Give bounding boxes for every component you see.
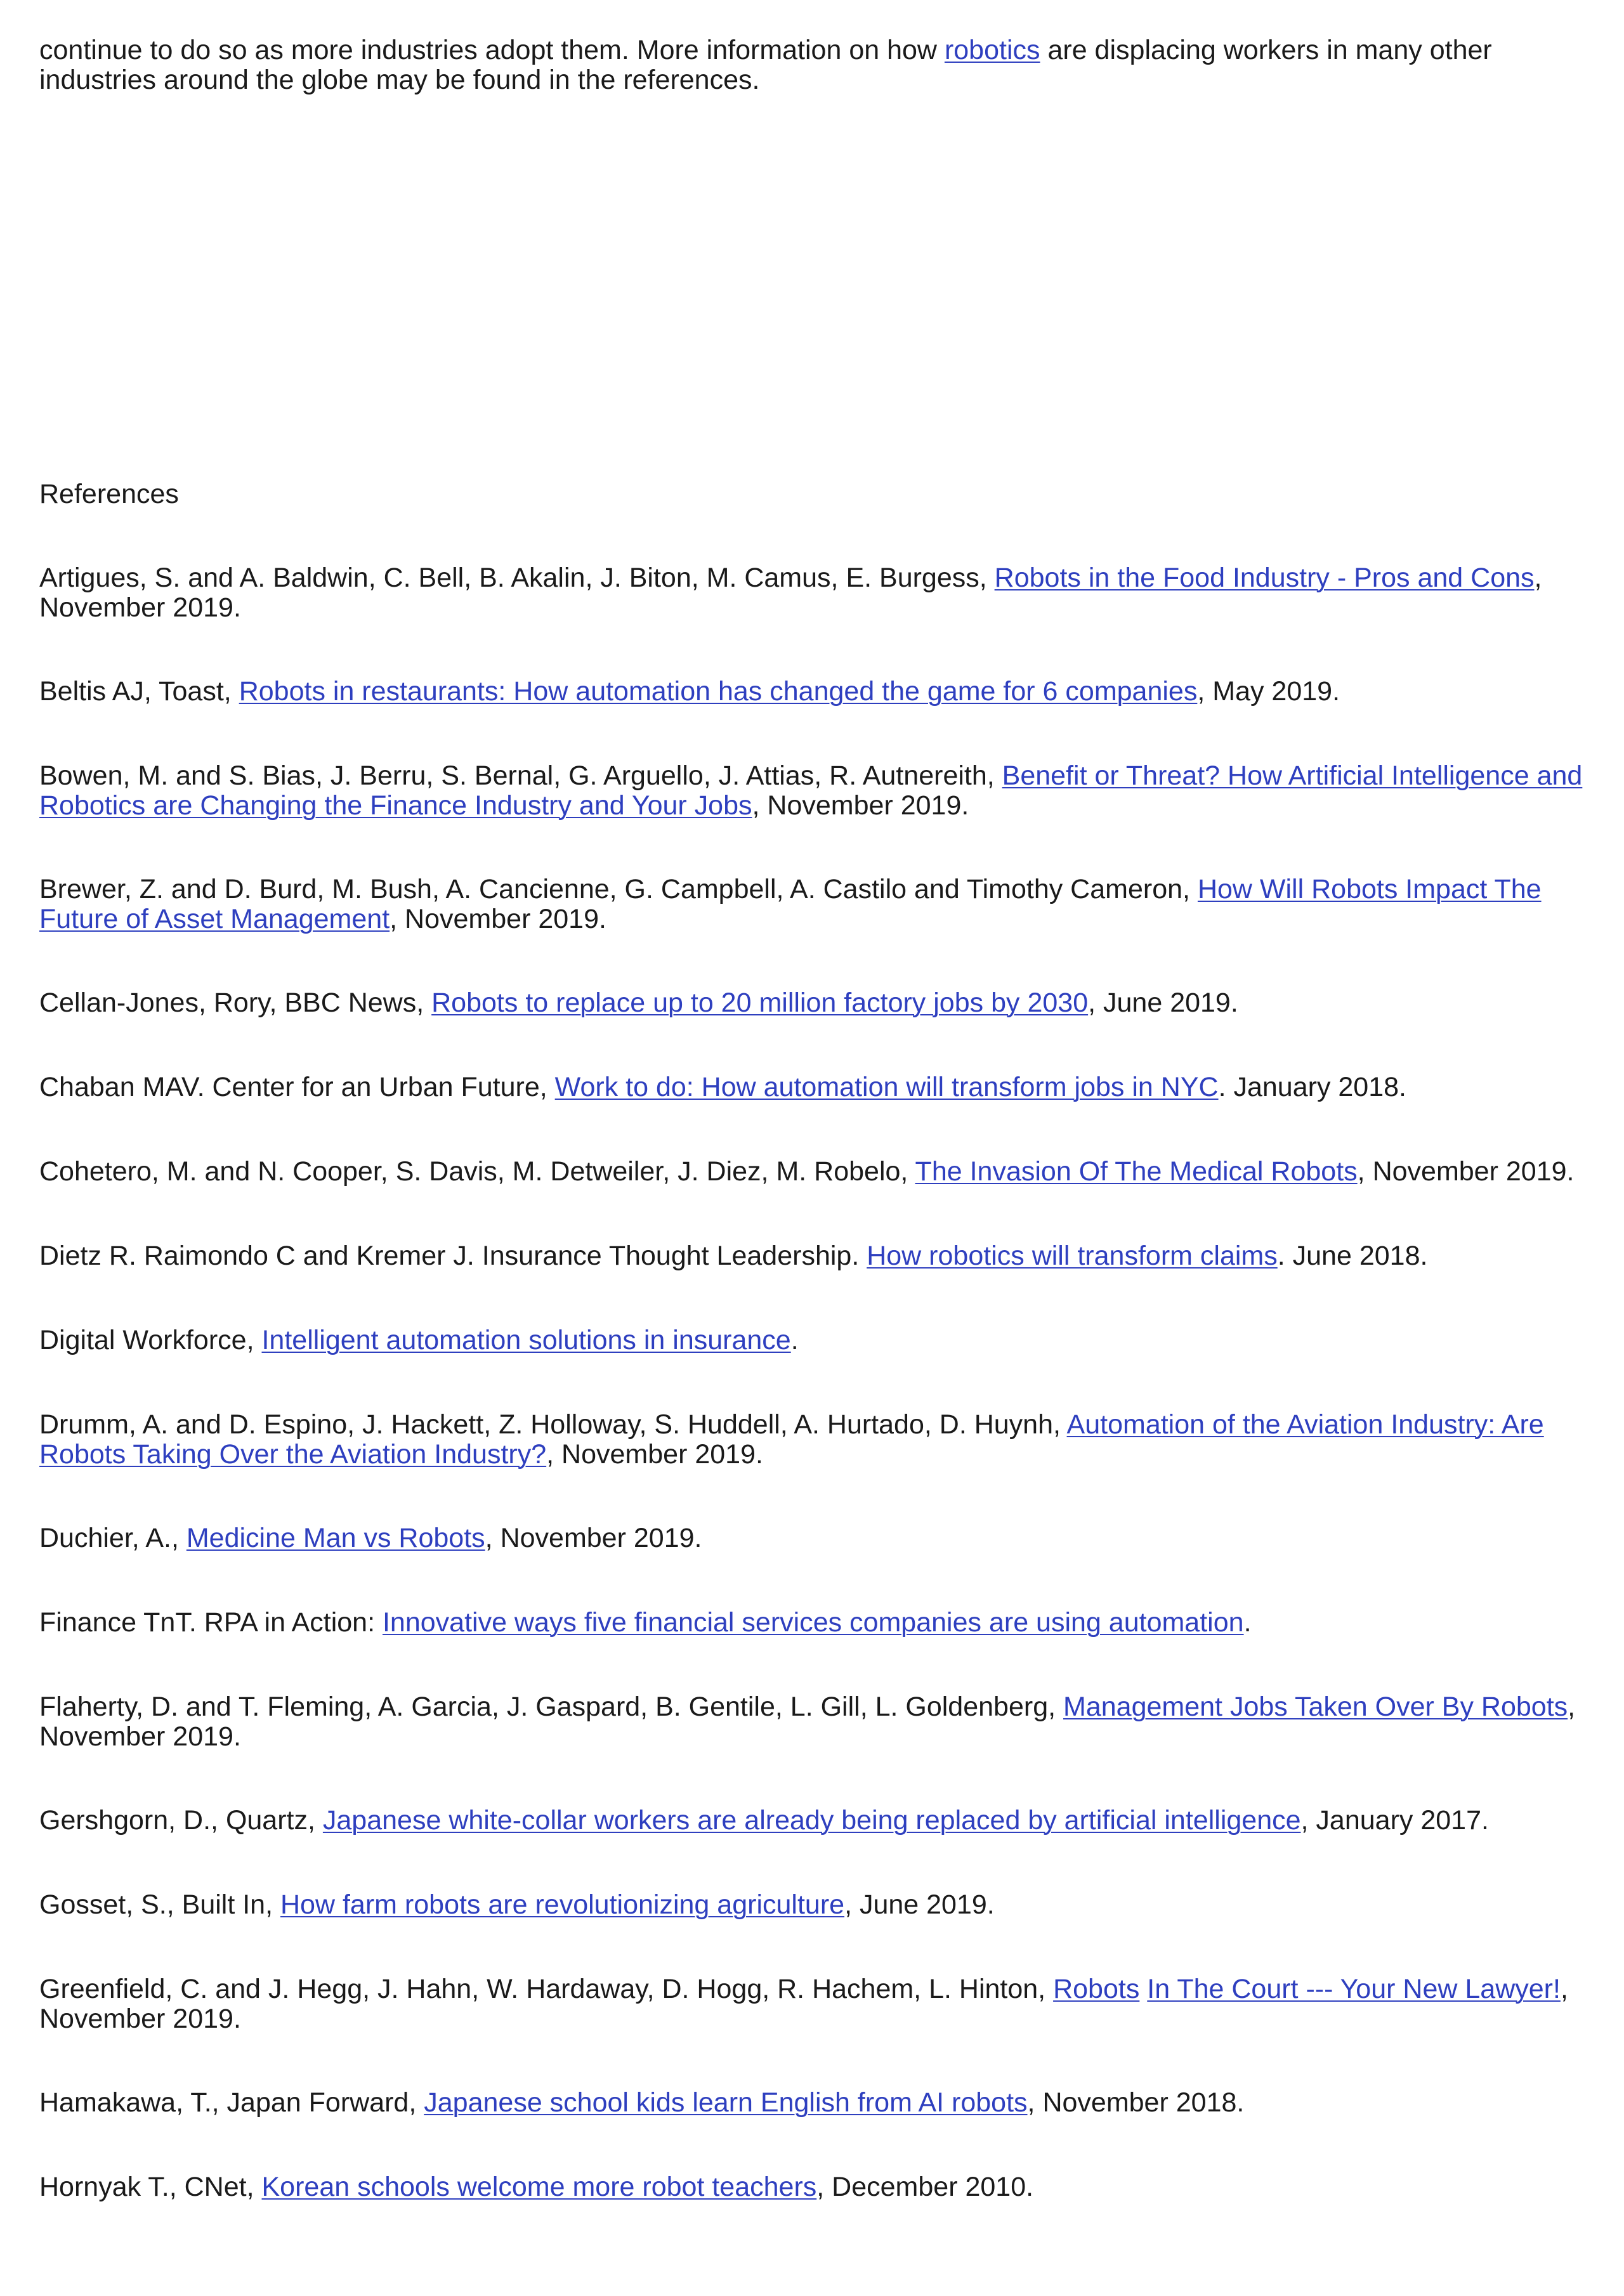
robotics-link[interactable]: robotics: [944, 35, 1040, 65]
reference-item: [39, 1523, 1606, 1553]
reference-date: , November 2019.: [752, 790, 969, 821]
reference-link[interactable]: The Invasion Of The Medical Robots: [915, 1156, 1358, 1187]
reference-date: , November 2019.: [390, 904, 606, 934]
reference-item: [39, 1241, 1606, 1271]
reference-link[interactable]: Japanese white-collar workers are already being replaced by artificial intelligence: [322, 1805, 1301, 1836]
reference-date: , November 2018.: [1027, 2087, 1245, 2118]
intro-paragraph: [39, 36, 1606, 95]
reference-item: [39, 1890, 1606, 1920]
reference-link[interactable]: Robots in restaurants: How automation has changed the game for 6 companies: [239, 676, 1198, 707]
reference-date: , November 2019.: [39, 1974, 1568, 2034]
reference-link[interactable]: Work to do: How automation will transform jobs in NYC: [554, 1072, 1219, 1102]
intro-text-after: are displacing workers in many other industries around the globe may be found in the references.: [39, 35, 1492, 95]
reference-item: [39, 1806, 1606, 1836]
reference-item: [39, 1326, 1606, 1355]
reference-authors: Greenfield, C. and J. Hegg, J. Hahn, W. Hardaway, D. Hogg, R. Hachem, L. Hinton,: [39, 1974, 1054, 2004]
reference-authors: Digital Workforce,: [39, 1325, 262, 1355]
reference-date: , November 2019.: [39, 563, 1542, 623]
reference-date: , November 2019.: [1357, 1156, 1575, 1187]
reference-authors: Finance TnT. RPA in Action:: [39, 1607, 383, 1638]
reference-date: , January 2017.: [1300, 1805, 1489, 1836]
reference-authors: Dietz R. Raimondo C and Kremer J. Insurance Thought Leadership.: [39, 1241, 867, 1271]
reference-date: , November 2019.: [485, 1523, 702, 1553]
intro-paragraph-container: [39, 36, 1606, 95]
reference-link-separator: [1139, 1974, 1147, 2004]
reference-authors: Drumm, A. and D. Espino, J. Hackett, Z. Holloway, S. Huddell, A. Hurtado, D. Huynh,: [39, 1409, 1067, 1440]
reference-date: , December 2010.: [816, 2172, 1034, 2202]
reference-item: [39, 2088, 1606, 2118]
reference-link[interactable]: How farm robots are revolutionizing agriculture: [280, 1889, 845, 1920]
reference-date: . June 2018.: [1277, 1241, 1428, 1271]
reference-link[interactable]: Benefit or Threat? How Artificial Intelligence and Robotics are Changing the Finance Industry and Your Jobs: [39, 760, 1583, 821]
reference-link[interactable]: Robots in the Food Industry - Pros and Cons: [994, 563, 1535, 593]
reference-date: .: [1243, 1607, 1252, 1638]
reference-item: [39, 1073, 1606, 1102]
intro-text-before: continue to do so as more industries adopt them. More information on how: [39, 35, 945, 65]
reference-item: [39, 563, 1606, 623]
reference-item: [39, 2172, 1606, 2202]
reference-link[interactable]: How Will Robots Impact The Future of Asset Management: [39, 874, 1542, 934]
reference-authors: Chaban MAV. Center for an Urban Future,: [39, 1072, 555, 1102]
reference-link[interactable]: Robots: [1053, 1974, 1140, 2004]
reference-link[interactable]: Intelligent automation solutions in insurance: [261, 1325, 791, 1355]
reference-link[interactable]: Automation of the Aviation Industry: Are Robots Taking Over the Aviation Industry?: [39, 1409, 1544, 1470]
reference-date: , November 2019.: [39, 1692, 1576, 1752]
reference-authors: Artigues, S. and A. Baldwin, C. Bell, B. Akalin, J. Biton, M. Camus, E. Burgess,: [39, 563, 995, 593]
reference-item: [39, 875, 1606, 934]
reference-date: , May 2019.: [1197, 676, 1340, 707]
reference-link[interactable]: How robotics will transform claims: [867, 1241, 1278, 1271]
reference-date: , November 2019.: [546, 1439, 763, 1470]
reference-link[interactable]: Medicine Man vs Robots: [186, 1523, 485, 1553]
reference-item: [39, 988, 1606, 1018]
references-heading: References: [39, 479, 179, 509]
reference-link[interactable]: Innovative ways five financial services companies are using automation: [382, 1607, 1244, 1638]
reference-link[interactable]: Management Jobs Taken Over By Robots: [1063, 1692, 1568, 1722]
reference-authors: Duchier, A.,: [39, 1523, 187, 1553]
reference-link[interactable]: Japanese school kids learn English from AI robots: [424, 2087, 1028, 2118]
references-list: [39, 563, 1606, 2257]
reference-item: [39, 1974, 1606, 2034]
reference-date: , June 2019.: [844, 1889, 995, 1920]
reference-item: [39, 1692, 1606, 1752]
reference-item: [39, 1410, 1606, 1470]
reference-link-secondary[interactable]: In The Court --- Your New Lawyer!: [1147, 1974, 1561, 2004]
reference-authors: Hamakawa, T., Japan Forward,: [39, 2087, 424, 2118]
reference-authors: Flaherty, D. and T. Fleming, A. Garcia, J. Gaspard, B. Gentile, L. Gill, L. Goldenberg,: [39, 1692, 1064, 1722]
reference-item: [39, 677, 1606, 707]
reference-authors: Cohetero, M. and N. Cooper, S. Davis, M. Detweiler, J. Diez, M. Robelo,: [39, 1156, 915, 1187]
reference-authors: Cellan-Jones, Rory, BBC News,: [39, 988, 432, 1018]
reference-authors: Gosset, S., Built In,: [39, 1889, 280, 1920]
reference-date: .: [790, 1325, 799, 1355]
reference-item: [39, 1157, 1606, 1187]
reference-link[interactable]: Korean schools welcome more robot teachers: [261, 2172, 817, 2202]
reference-authors: Hornyak T., CNet,: [39, 2172, 262, 2202]
reference-authors: Gershgorn, D., Quartz,: [39, 1805, 323, 1836]
reference-date: . January 2018.: [1218, 1072, 1407, 1102]
reference-date: , June 2019.: [1088, 988, 1238, 1018]
reference-link[interactable]: Robots to replace up to 20 million factory jobs by 2030: [431, 988, 1089, 1018]
reference-authors: Brewer, Z. and D. Burd, M. Bush, A. Cancienne, G. Campbell, A. Castilo and Timothy Cameron,: [39, 874, 1198, 904]
reference-item: [39, 761, 1606, 821]
reference-authors: Beltis AJ, Toast,: [39, 676, 239, 707]
reference-item: [39, 1608, 1606, 1638]
reference-authors: Bowen, M. and S. Bias, J. Berru, S. Bernal, G. Arguello, J. Attias, R. Autnereith,: [39, 760, 1002, 791]
